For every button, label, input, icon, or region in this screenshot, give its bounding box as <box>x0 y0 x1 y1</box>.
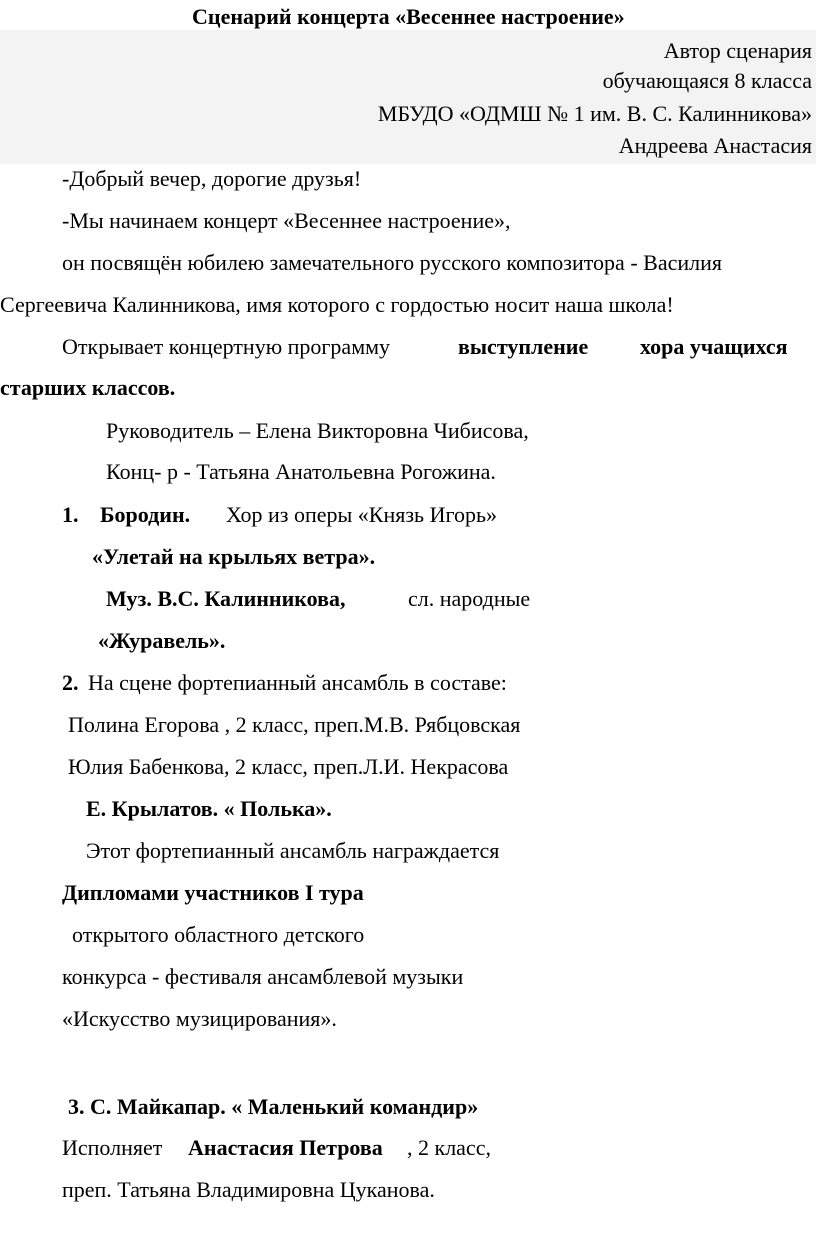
item3-teacher: преп. Татьяна Владимировна Цуканова. <box>62 1177 435 1202</box>
author-line-3: МБУДО «ОДМШ № 1 им. В. С. Калинникова» <box>377 101 812 126</box>
item2-performer-2: Юлия Бабенкова, 2 класс, преп.Л.И. Некрасова <box>68 754 509 779</box>
dedication-line-2: Сергеевича Калинникова, имя которого с гордостью носит наша школа! <box>0 292 674 317</box>
item2-piece: Е. Крылатов. « Полька». <box>86 796 332 821</box>
choir-leader: Руководитель – Елена Викторовна Чибисова, <box>106 418 529 443</box>
item2-intro: На сцене фортепианный ансамбль в составе: <box>88 670 507 695</box>
item3-performer-name: Анастасия Петрова <box>188 1135 383 1160</box>
item1-composer: Бородин. <box>100 502 191 527</box>
item3-heading: 3. С. Майкапар. « Маленький командир» <box>68 1094 479 1119</box>
author-line-4: Андреева Анастасия <box>618 133 812 158</box>
greeting: -Добрый вечер, дорогие друзья! <box>62 166 362 191</box>
page-title: Сценарий концерта «Весеннее настроение» <box>192 4 625 29</box>
item3-performer-class: , 2 класс, <box>407 1135 491 1160</box>
author-line-2: обучающаяся 8 класса <box>602 68 812 93</box>
item2-performer-1: Полина Егорова , 2 класс, преп.М.В. Рябцовская <box>68 712 521 737</box>
item2-contest-line-3: «Искусство музицирования». <box>62 1006 337 1031</box>
opens-choir: хора учащихся <box>640 334 788 359</box>
item2-diploma: Дипломами участников I тура <box>62 880 364 905</box>
item2-award: Этот фортепианный ансамбль награждается <box>86 838 500 863</box>
item3-performer-label: Исполняет <box>62 1135 163 1160</box>
item1-music: Муз. В.С. Калинникова, <box>106 586 346 611</box>
dedication-line-1: он посвящён юбилею замечательного русского композитора - Василия <box>62 250 722 275</box>
opens-performance: выступление <box>458 334 589 359</box>
item1-lyrics: сл. народные <box>408 586 531 611</box>
item1-number: 1. <box>62 502 79 527</box>
author-line-1: Автор сценария <box>663 38 812 63</box>
item1-title-2: «Журавель». <box>98 628 226 653</box>
item1-title: «Улетай на крыльях ветра». <box>92 544 376 569</box>
item2-contest-line-1: открытого областного детского <box>72 922 365 947</box>
opens-program-text: Открывает концертную программу <box>62 334 391 359</box>
opens-senior-classes: старших классов. <box>0 375 176 400</box>
choir-accompanist: Конц- р - Татьяна Анатольевна Рогожина. <box>106 459 496 484</box>
item1-work: Хор из оперы «Князь Игорь» <box>226 502 497 527</box>
item2-number: 2. <box>62 670 79 695</box>
concert-start: -Мы начинаем концерт «Весеннее настроение», <box>62 208 511 233</box>
item2-contest-line-2: конкурса - фестиваля ансамблевой музыки <box>62 964 464 989</box>
